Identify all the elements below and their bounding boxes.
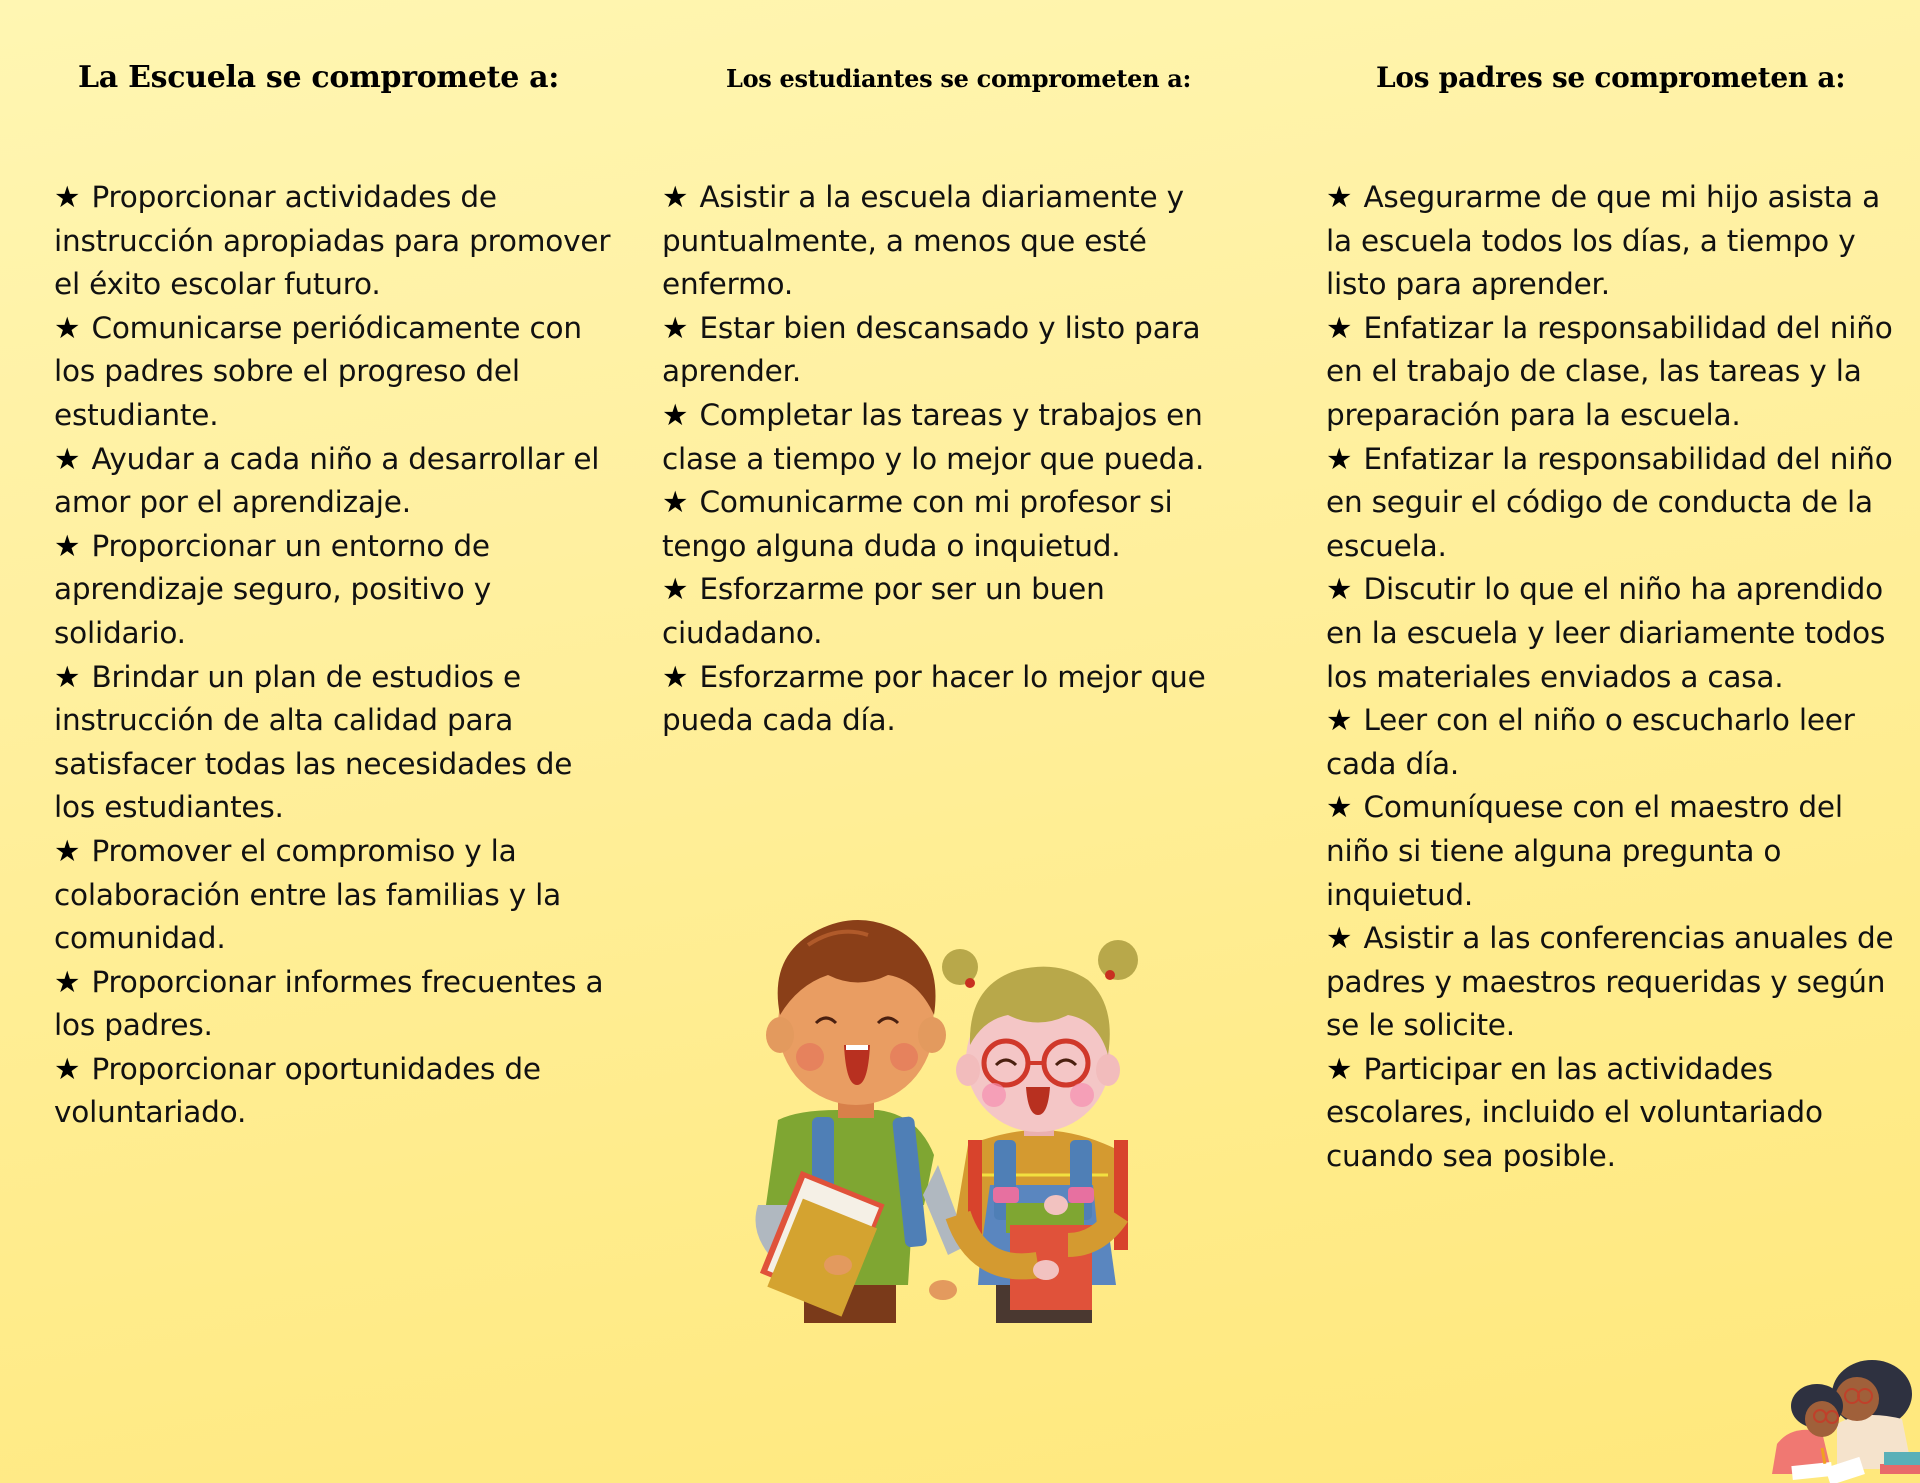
heading-school: La Escuela se compromete a: (78, 60, 560, 95)
list-item (1326, 438, 1906, 569)
star-icon: ★ (1326, 572, 1353, 607)
star-icon: ★ (54, 1051, 81, 1086)
star-icon: ★ (1326, 180, 1353, 214)
list-item (54, 307, 614, 438)
heading-students: Los estudiantes se comprometen a: (726, 64, 1192, 93)
list-item (54, 830, 614, 961)
heading-parents: Los padres se comprometen a: (1376, 61, 1846, 94)
item-text: Comunicarme con mi profesor si tengo alguna duda o inquietud. (662, 485, 1173, 563)
list-item (1326, 568, 1906, 699)
list-item (662, 176, 1262, 307)
two-children-with-books-illustration (738, 905, 1154, 1323)
list-item (662, 656, 1262, 743)
list-student-commitments (662, 176, 1262, 743)
star-icon: ★ (54, 964, 81, 999)
list-item (54, 176, 614, 307)
list-item (662, 568, 1262, 655)
item-text: Promover el compromiso y la colaboración entre las familias y la comunidad. (54, 833, 562, 956)
item-text: Esforzarme por ser un buen ciudadano. (662, 572, 1105, 650)
boy-figure (756, 920, 969, 1323)
list-item (1326, 307, 1906, 438)
star-icon: ★ (54, 180, 81, 214)
list-item (1326, 1048, 1906, 1179)
list-parent-commitments (1326, 176, 1906, 1179)
star-icon: ★ (1326, 310, 1353, 345)
list-item (1326, 176, 1906, 307)
list-item (1326, 917, 1906, 1048)
star-icon: ★ (662, 572, 689, 607)
parent-helping-child-homework-illustration (1752, 1344, 1920, 1483)
list-item (54, 1048, 614, 1135)
star-icon: ★ (662, 485, 689, 520)
item-text: Comunicarse periódicamente con los padres sobre el progreso del estudiante. (54, 310, 582, 432)
star-icon: ★ (662, 180, 689, 214)
item-text: Estar bien descansado y listo para aprender. (662, 310, 1201, 389)
item-text: Enfatizar la responsabilidad del niño en seguir el código de conducta de la escuela. (1326, 441, 1893, 563)
item-text: Discutir lo que el niño ha aprendido en la escuela y leer diariamente todos los materiales enviados a casa. (1326, 572, 1886, 694)
list-item (54, 656, 614, 830)
star-icon: ★ (1326, 703, 1353, 738)
list-school-commitments (54, 176, 614, 1135)
item-text: Asegurarme de que mi hijo asista a la escuela todos los días, a tiempo y listo para aprender. (1326, 180, 1880, 302)
star-icon: ★ (662, 659, 689, 694)
list-item (1326, 786, 1906, 917)
star-icon: ★ (1326, 790, 1353, 825)
star-icon: ★ (1326, 921, 1353, 956)
item-text: Proporcionar oportunidades de voluntariado. (54, 1051, 541, 1130)
star-icon: ★ (54, 659, 81, 694)
item-text: Proporcionar actividades de instrucción apropiadas para promover el éxito escolar futuro. (54, 180, 611, 302)
star-icon: ★ (54, 441, 81, 476)
star-icon: ★ (54, 833, 81, 868)
list-item (662, 394, 1262, 481)
list-item (54, 525, 614, 656)
list-item (1326, 699, 1906, 786)
item-text: Asistir a las conferencias anuales de padres y maestros requeridas y según se le solicite. (1326, 921, 1894, 1043)
item-text: Leer con el niño o escucharlo leer cada día. (1326, 703, 1855, 781)
item-text: Completar las tareas y trabajos en clase a tiempo y lo mejor que pueda. (662, 397, 1205, 476)
list-item (54, 438, 614, 525)
girl-figure (942, 940, 1138, 1323)
list-item (662, 307, 1262, 394)
item-text: Proporcionar informes frecuentes a los padres. (54, 964, 604, 1043)
list-item (54, 961, 614, 1048)
item-text: Asistir a la escuela diariamente y puntualmente, a menos que esté enfermo. (662, 180, 1184, 302)
list-item (662, 481, 1262, 568)
item-text: Ayudar a cada niño a desarrollar el amor por el aprendizaje. (54, 441, 600, 520)
item-text: Comuníquese con el maestro del niño si tiene alguna pregunta o inquietud. (1326, 790, 1843, 912)
item-text: Enfatizar la responsabilidad del niño en el trabajo de clase, las tareas y la preparación para la escuela. (1326, 310, 1893, 432)
item-text: Esforzarme por hacer lo mejor que pueda cada día. (662, 659, 1206, 738)
item-text: Brindar un plan de estudios e instrucción de alta calidad para satisfacer todas las necesidades de los estudiantes. (54, 659, 573, 825)
star-icon: ★ (1326, 1051, 1353, 1086)
star-icon: ★ (662, 310, 689, 345)
star-icon: ★ (1326, 441, 1353, 476)
item-text: Participar en las actividades escolares, incluido el voluntariado cuando sea posible. (1326, 1051, 1823, 1174)
star-icon: ★ (54, 310, 81, 345)
item-text: Proporcionar un entorno de aprendizaje seguro, positivo y solidario. (54, 528, 492, 650)
star-icon: ★ (54, 528, 81, 563)
star-icon: ★ (662, 397, 689, 432)
